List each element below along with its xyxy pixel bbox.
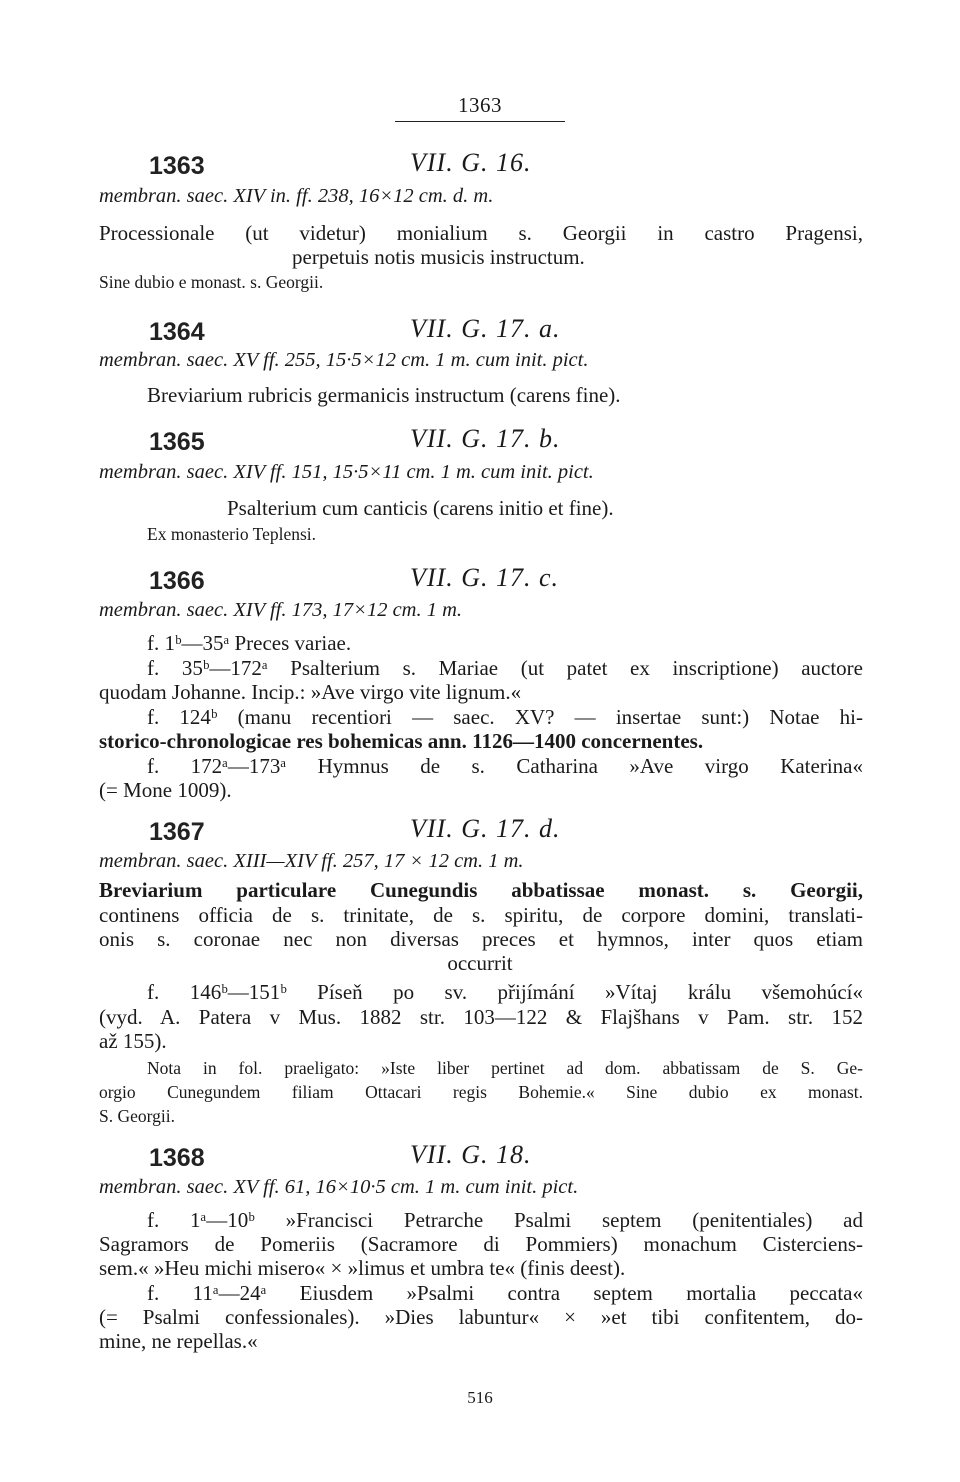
entry-heading	[0, 148, 960, 182]
entry-note-line: S. Georgii.	[99, 1106, 175, 1126]
entry-text-line: onis s. coronae nec non diversas preces et hymnos, inter quos etiam	[99, 927, 863, 951]
entry-note-line: Nota in fol. praeligato: »Iste liber pertinet ad dom. abbatissam de S. Ge-	[147, 1058, 863, 1078]
entry-text-line: mine, ne repellas.«	[99, 1329, 258, 1353]
entry-number: 1363	[149, 152, 205, 180]
physical-description: membran. saec. XV ff. 61, 16×10·5 cm. 1 m. cum init. pict.	[99, 1176, 579, 1198]
entry-heading	[0, 424, 960, 458]
entry-text-line: f. 35ᵇ—172ᵃ Psalterium s. Mariae (ut patet ex inscriptione) auctore	[147, 656, 863, 680]
physical-description: membran. saec. XIV in. ff. 238, 16×12 cm. d. m.	[99, 185, 494, 207]
entry-number: 1365	[149, 428, 205, 456]
entry-text-line: Psalterium cum canticis (carens initio et fine).	[227, 496, 614, 520]
entry-text-line: f. 124ᵇ (manu recentiori — saec. XV? — insertae sunt:) Notae hi-	[147, 705, 863, 729]
entry-text-line: perpetuis notis musicis instructum.	[292, 245, 585, 269]
entry-text-line: Breviarium rubricis germanicis instructum (carens fine).	[147, 383, 621, 407]
entry-text-line: f. 1ᵃ—10ᵇ »Francisci Petrarche Psalmi septem (penitentiales) ad	[147, 1208, 863, 1232]
entry-heading	[0, 814, 960, 848]
entry-text-line: Breviarium particulare Cunegundis abbatissae monast. s. Georgii,	[99, 878, 863, 902]
entry-text-line: f. 146ᵇ—151ᵇ Píseň po sv. přijímání »Vítaj králu všemohúcí«	[147, 980, 863, 1004]
entry-text-line: occurrit	[447, 951, 513, 975]
physical-description: membran. saec. XIV ff. 173, 17×12 cm. 1 m.	[99, 599, 463, 621]
entry-text-line: continens officia de s. trinitate, de s. spiritu, de corpore domini, translati-	[99, 903, 863, 927]
entry-note-line: Sine dubio e monast. s. Georgii.	[99, 272, 324, 292]
entry-text-line: (= Mone 1009).	[99, 778, 232, 802]
shelfmark: VII. G. 17. c.	[410, 563, 560, 592]
entry-text-line: storico-chronologicae res bohemicas ann. 1126—1400 concernentes.	[99, 729, 704, 753]
entry-text-line: (vyd. A. Patera v Mus. 1882 str. 103—122 & Flajšhans v Pam. str. 152	[99, 1005, 863, 1029]
physical-description: membran. saec. XIII—XIV ff. 257, 17 × 12 cm. 1 m.	[99, 850, 524, 872]
entry-text-line: až 155).	[99, 1029, 167, 1053]
entry-number: 1366	[149, 567, 205, 595]
entry-note-line: orgio Cunegundem filiam Ottacari regis Bohemie.« Sine dubio ex monast.	[99, 1082, 863, 1102]
page-number: 516	[467, 1388, 493, 1407]
running-head: 1363	[458, 93, 502, 117]
entry-text-line: (= Psalmi confessionales). »Dies labuntur« × »et tibi confitentem, do-	[99, 1305, 863, 1329]
entry-text-line: f. 11ᵃ—24ᵃ Eiusdem »Psalmi contra septem mortalia peccata«	[147, 1281, 863, 1305]
entry-heading	[0, 1140, 960, 1174]
shelfmark: VII. G. 17. a.	[410, 314, 561, 343]
shelfmark: VII. G. 18.	[410, 1140, 532, 1169]
entry-heading	[0, 314, 960, 348]
physical-description: membran. saec. XIV ff. 151, 15·5×11 cm. 1 m. cum init. pict.	[99, 461, 594, 483]
entry-text-line: f. 1ᵇ—35ᵃ Preces variae.	[147, 631, 352, 655]
entry-text-line: Sagramors de Pomeriis (Sacramore di Pommiers) monachum Cisterciens-	[99, 1232, 863, 1256]
header-rule	[395, 121, 565, 122]
entry-note-line: Ex monasterio Teplensi.	[147, 524, 317, 544]
entry-number: 1364	[149, 318, 205, 346]
shelfmark: VII. G. 17. b.	[410, 424, 561, 453]
entry-number: 1368	[149, 1144, 205, 1172]
entry-text-line: quodam Johanne. Incip.: »Ave virgo vite lignum.«	[99, 680, 522, 704]
entry-text-line: Processionale (ut videtur) monialium s. Georgii in castro Pragensi,	[99, 221, 863, 245]
shelfmark: VII. G. 16.	[410, 148, 532, 177]
entry-number: 1367	[149, 818, 205, 846]
shelfmark: VII. G. 17. d.	[410, 814, 561, 843]
physical-description: membran. saec. XV ff. 255, 15·5×12 cm. 1 m. cum init. pict.	[99, 349, 589, 371]
entry-text-line: f. 172ᵃ—173ᵃ Hymnus de s. Catharina »Ave virgo Katerina«	[147, 754, 863, 778]
entry-text-line: sem.« »Heu michi misero« × »limus et umbra te« (finis deest).	[99, 1256, 626, 1280]
entry-heading	[0, 563, 960, 597]
